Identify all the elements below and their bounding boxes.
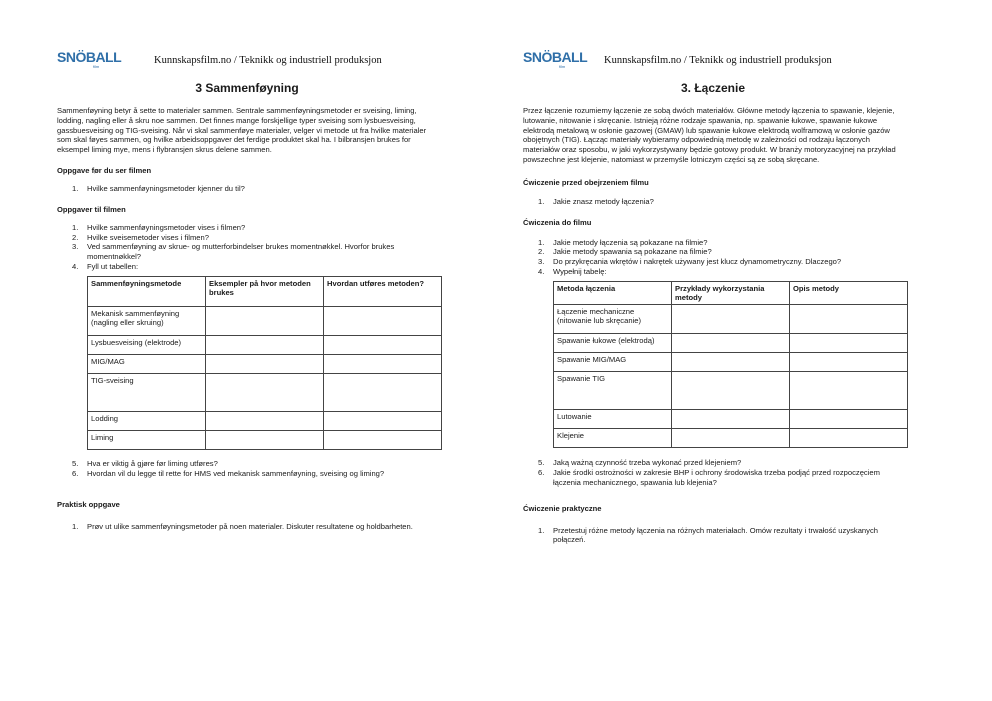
table-cell-empty[interactable] xyxy=(672,410,790,429)
table-cell-empty[interactable] xyxy=(672,334,790,353)
header-text: Kunnskapsfilm.no / Teknikk og industriell produksjon xyxy=(154,55,382,66)
logo-subtext: film xyxy=(559,64,566,69)
film-heading: Ćwiczenia do filmu xyxy=(523,217,592,227)
table-cell-empty[interactable] xyxy=(790,305,908,334)
table-cell-empty[interactable] xyxy=(790,429,908,448)
practical-heading: Ćwiczenie praktyczne xyxy=(523,503,602,513)
page-polish xyxy=(496,0,992,701)
after-list xyxy=(57,459,437,479)
list-item: 6. Hvordan vil du legge til rette for HMS ved mekanisk sammenføyning, sveising og liming? xyxy=(72,468,385,478)
table-row xyxy=(554,353,908,372)
list-item: 3. Ved sammenføyning av skrue- og mutterforbindelser brukes momentnøkkel. Hvorfor brukes momentnøkkel? xyxy=(72,242,395,262)
table-cell: Łączenie mechaniczne (nitowanie lub skręcanie) xyxy=(554,305,672,334)
table-cell-empty[interactable] xyxy=(324,335,442,354)
table-cell-empty[interactable] xyxy=(790,372,908,410)
table-header: Opis metody xyxy=(790,281,908,304)
film-list xyxy=(523,238,903,277)
table-cell-empty[interactable] xyxy=(324,354,442,373)
table-row xyxy=(88,335,442,354)
content xyxy=(523,81,903,545)
table-cell: Lutowanie xyxy=(554,410,672,429)
snoball-logo xyxy=(57,47,122,69)
snoball-logo xyxy=(523,47,588,69)
table-row xyxy=(88,411,442,430)
practical-list xyxy=(57,522,437,532)
film-heading: Oppgaver til filmen xyxy=(57,204,126,214)
logo-text: SNÖBALL xyxy=(523,49,588,65)
page-header xyxy=(523,47,952,71)
table-header: Eksempler på hvor metoden brukes xyxy=(206,276,324,306)
table-row xyxy=(554,372,908,410)
table-row xyxy=(554,410,908,429)
table-row xyxy=(554,305,908,334)
page-title: 3. Łączenie xyxy=(680,81,746,95)
list-item: 5. Jaką ważną czynność trzeba wykonać przed klejeniem? xyxy=(538,458,742,468)
list-item: 1. Hvilke sammenføyningsmetoder kjenner du til? xyxy=(72,183,245,193)
practical-heading: Praktisk oppgave xyxy=(57,500,120,510)
list-item: 5. Hva er viktig å gjøre før liming utføres? xyxy=(72,458,218,468)
table-cell-empty[interactable] xyxy=(324,306,442,335)
table-header: Hvordan utføres metoden? xyxy=(324,276,442,306)
table-cell: Lodding xyxy=(88,411,206,430)
methods-table xyxy=(553,281,908,448)
table-cell-empty[interactable] xyxy=(206,306,324,335)
list-item: 4. Wypełnij tabelę: xyxy=(538,266,607,276)
table-row xyxy=(88,354,442,373)
table-cell-empty[interactable] xyxy=(206,335,324,354)
table-cell: Liming xyxy=(88,430,206,449)
table-cell-empty[interactable] xyxy=(790,334,908,353)
before-list xyxy=(523,197,903,207)
table-cell-empty[interactable] xyxy=(790,353,908,372)
table-cell-empty[interactable] xyxy=(206,354,324,373)
table-cell: Klejenie xyxy=(554,429,672,448)
list-item: 6. Jakie środki ostrożności w zakresie BHP i ochrony środowiska trzeba podjąć przed rozpoczęciem łączenia mechanicznego, spawania lub klejenia? xyxy=(538,467,880,487)
page-title: 3 Sammenføyning xyxy=(195,81,299,95)
table-cell-empty[interactable] xyxy=(324,411,442,430)
before-list xyxy=(57,184,437,194)
table-cell-empty[interactable] xyxy=(324,430,442,449)
table-cell-empty[interactable] xyxy=(206,430,324,449)
before-heading: Oppgave før du ser filmen xyxy=(57,165,152,175)
table-header: Metoda łączenia xyxy=(554,281,672,304)
before-heading: Ćwiczenie przed obejrzeniem filmu xyxy=(523,177,649,187)
intro-paragraph: Sammenføyning betyr å sette to materialer sammen. Sentrale sammenføyningsmetoder er sveising, liming, lodding, nagling eller å skru noe sammen. Det finnes mange forskjellige typer sveising som lysbuesveising, gassbuesveising og TIG-sveising. Når vi skal sammenføye materialer, velger vi metode ut fra hvilke materialer som skal føyes sammen, og hvilke arbeidsoppgaver det ferdige produktet skal ha. I bilbransjen brukes for eksempel liming mye, mens i flybransjen skrus delene sammen. xyxy=(57,106,427,155)
table-cell-empty[interactable] xyxy=(672,372,790,410)
list-item: 3. Do przykręcania wkrętów i nakrętek używany jest klucz dynamometryczny. Dlaczego? xyxy=(538,257,842,267)
table-cell: Spawanie MIG/MAG xyxy=(554,353,672,372)
table-cell-empty[interactable] xyxy=(324,373,442,411)
table-cell-empty[interactable] xyxy=(672,429,790,448)
table-row xyxy=(88,306,442,335)
table-cell: MIG/MAG xyxy=(88,354,206,373)
list-item: 1. Hvilke sammenføyningsmetoder vises i filmen? xyxy=(72,222,246,232)
film-list xyxy=(57,223,437,272)
table-row xyxy=(88,430,442,449)
table-cell: Lysbuesveising (elektrode) xyxy=(88,335,206,354)
table-cell-empty[interactable] xyxy=(672,305,790,334)
list-item: 2. Hvilke sveisemetoder vises i filmen? xyxy=(72,232,209,242)
table-header: Przykłady wykorzystania metody xyxy=(672,281,790,304)
table-cell-empty[interactable] xyxy=(672,353,790,372)
table-cell-empty[interactable] xyxy=(206,373,324,411)
after-list xyxy=(523,458,903,487)
list-item: 1. Jakie metody łączenia są pokazane na filmie? xyxy=(538,237,708,247)
table-row xyxy=(554,334,908,353)
list-item: 1. Przetestuj różne metody łączenia na różnych materiałach. Omów rezultaty i trwałość uzyskanych połączeń. xyxy=(538,525,878,545)
table-cell-empty[interactable] xyxy=(206,411,324,430)
list-item: 4. Fyll ut tabellen: xyxy=(72,261,139,271)
content xyxy=(57,81,437,532)
intro-paragraph: Przez łączenie rozumiemy łączenie ze sobą dwóch materiałów. Główne metody łączenia to spawanie, klejenie, lutowanie, nitowanie i skręcanie. Istnieją różne rodzaje spawania, np. spawanie łukowe, spawanie łukowe elektrodą metalową w osłonie gazowej (GMAW) lub spawanie łukowe elektrodą wolframową w osłonie gazów obojętnych (TIG). Łącząc materiały wybieramy odpowiednią metodę w zależności od rodzaju łączonych materiałów oraz sposobu, w jaki wykorzystywany będzie gotowy produkt. W branży motoryzacyjnej na przykład powszechne jest klejenie, natomiast w przemyśle lotniczym części są ze sobą skręcane. xyxy=(523,106,896,164)
table-cell: TIG-sveising xyxy=(88,373,206,411)
table-cell: Spawanie łukowe (elektrodą) xyxy=(554,334,672,353)
list-item: 2. Jakie metody spawania są pokazane na filmie? xyxy=(538,247,712,257)
table-cell: Mekanisk sammenføyning (nagling eller skruing) xyxy=(88,306,206,335)
practical-list xyxy=(523,526,903,546)
header-text: Kunnskapsfilm.no / Teknikk og industriell produksjon xyxy=(604,55,832,66)
table-cell-empty[interactable] xyxy=(790,410,908,429)
methods-table xyxy=(87,276,442,450)
table-header: Sammenføyningsmetode xyxy=(88,276,206,306)
table-row xyxy=(554,429,908,448)
table-cell: Spawanie TIG xyxy=(554,372,672,410)
logo-subtext: film xyxy=(93,64,100,69)
logo-text: SNÖBALL xyxy=(57,49,122,65)
page-header xyxy=(57,47,446,71)
table-row xyxy=(88,373,442,411)
list-item: 1. Jakie znasz metody łączenia? xyxy=(538,196,654,206)
list-item: 1. Prøv ut ulike sammenføyningsmetoder på noen materialer. Diskuter resultatene og holdbarheten. xyxy=(72,522,413,532)
